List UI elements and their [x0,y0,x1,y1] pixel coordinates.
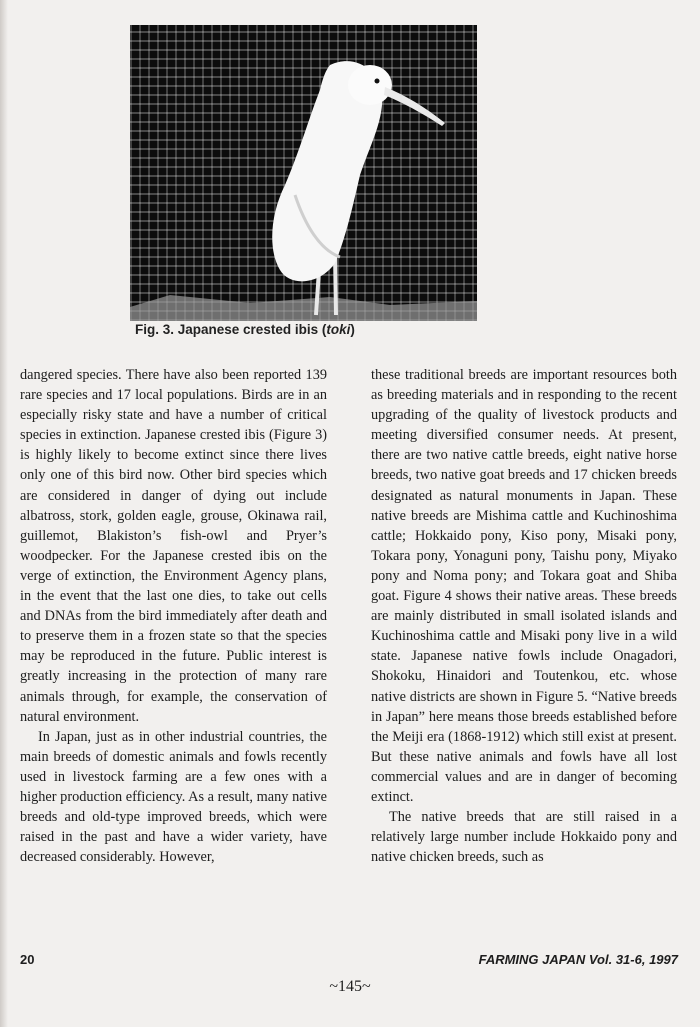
paragraph: In Japan, just as in other industrial countries, the main breeds of domestic animals and fowls recently used in livestock farming are a few ones with a higher production efficiency. As a result, many native breeds and old-type improved breeds, which were raised in the past and have a wider variety, have decreased considerably. However, [20,728,327,866]
figure-caption [135,322,355,337]
page-edge-shadow [0,0,8,1027]
right-column [371,365,677,867]
caption-italic-name: toki [326,322,351,337]
paragraph: these traditional breeds are important resources both as breeding materials and in responding to the recent upgrading of the quality of livestock products and meeting diversified consumer needs. At present, there are two native cattle breeds, eight native horse breeds, two native goat breeds and 17 chicken breeds designated as natural monuments in Japan. These native breeds are Mishima cattle and Kuchinoshima cattle; Hokkaido pony, Kiso pony, Misaki pony, Tokara pony, Yonaguni pony, Taishu pony, Miyako pony and Noma pony; and Tokara goat and Shiba goat. Figure 4 shows their native areas. These breeds are mainly distributed in small isolated islands and Kuchinoshima cattle and Misaki pony live in a wild state. Japanese native fowls include Onagadori, Shokoku, Hinaidori and Toutenkou, etc. whose native districts are shown in Figure 5. “Native breeds in Japan” here means those breeds established before the Meiji era (1868-1912) which still exist at present. But these native animals and fowls have all lost commercial values and are in danger of becoming extinct. [371,367,677,805]
journal-reference: FARMING JAPAN Vol. 31-6, 1997 [478,952,678,967]
paragraph: dangered species. There have also been reported 139 rare species and 17 local populations. Birds are in an especially risky state and have a number of critical species in extinction. Japanese crested ibis (Figure 3) is highly likely to become extinct since there lives only one of this bird now. Other bird species which are considered in danger of dying out include albatross, stork, golden eagle, grouse, Okinawa rail, guillemot, Blakiston’s fish-owl and Pryer’s woodpecker. For the Japanese crested ibis on the verge of extinction, the Environment Agency plans, in the event that the last one dies, to take out cells and DNAs from the bird immediately after death and to preserve them in a frozen state so that the species may be reproduced in the future. Public interest is greatly increasing in the protection of many rare animals through, for example, the conservation of natural environment. [20,367,327,725]
ibis-photo [130,25,477,321]
left-column [20,365,327,867]
paragraph: The native breeds that are still raised in a relatively large number include Hokkaido pony and native chicken breeds, such as [371,809,677,866]
folio-number: ~145~ [329,978,371,995]
page-number: 20 [20,952,35,967]
caption-close: ) [350,322,355,337]
caption-text: Fig. 3. Japanese crested ibis ( [135,322,327,337]
ibis-illustration [130,25,477,321]
